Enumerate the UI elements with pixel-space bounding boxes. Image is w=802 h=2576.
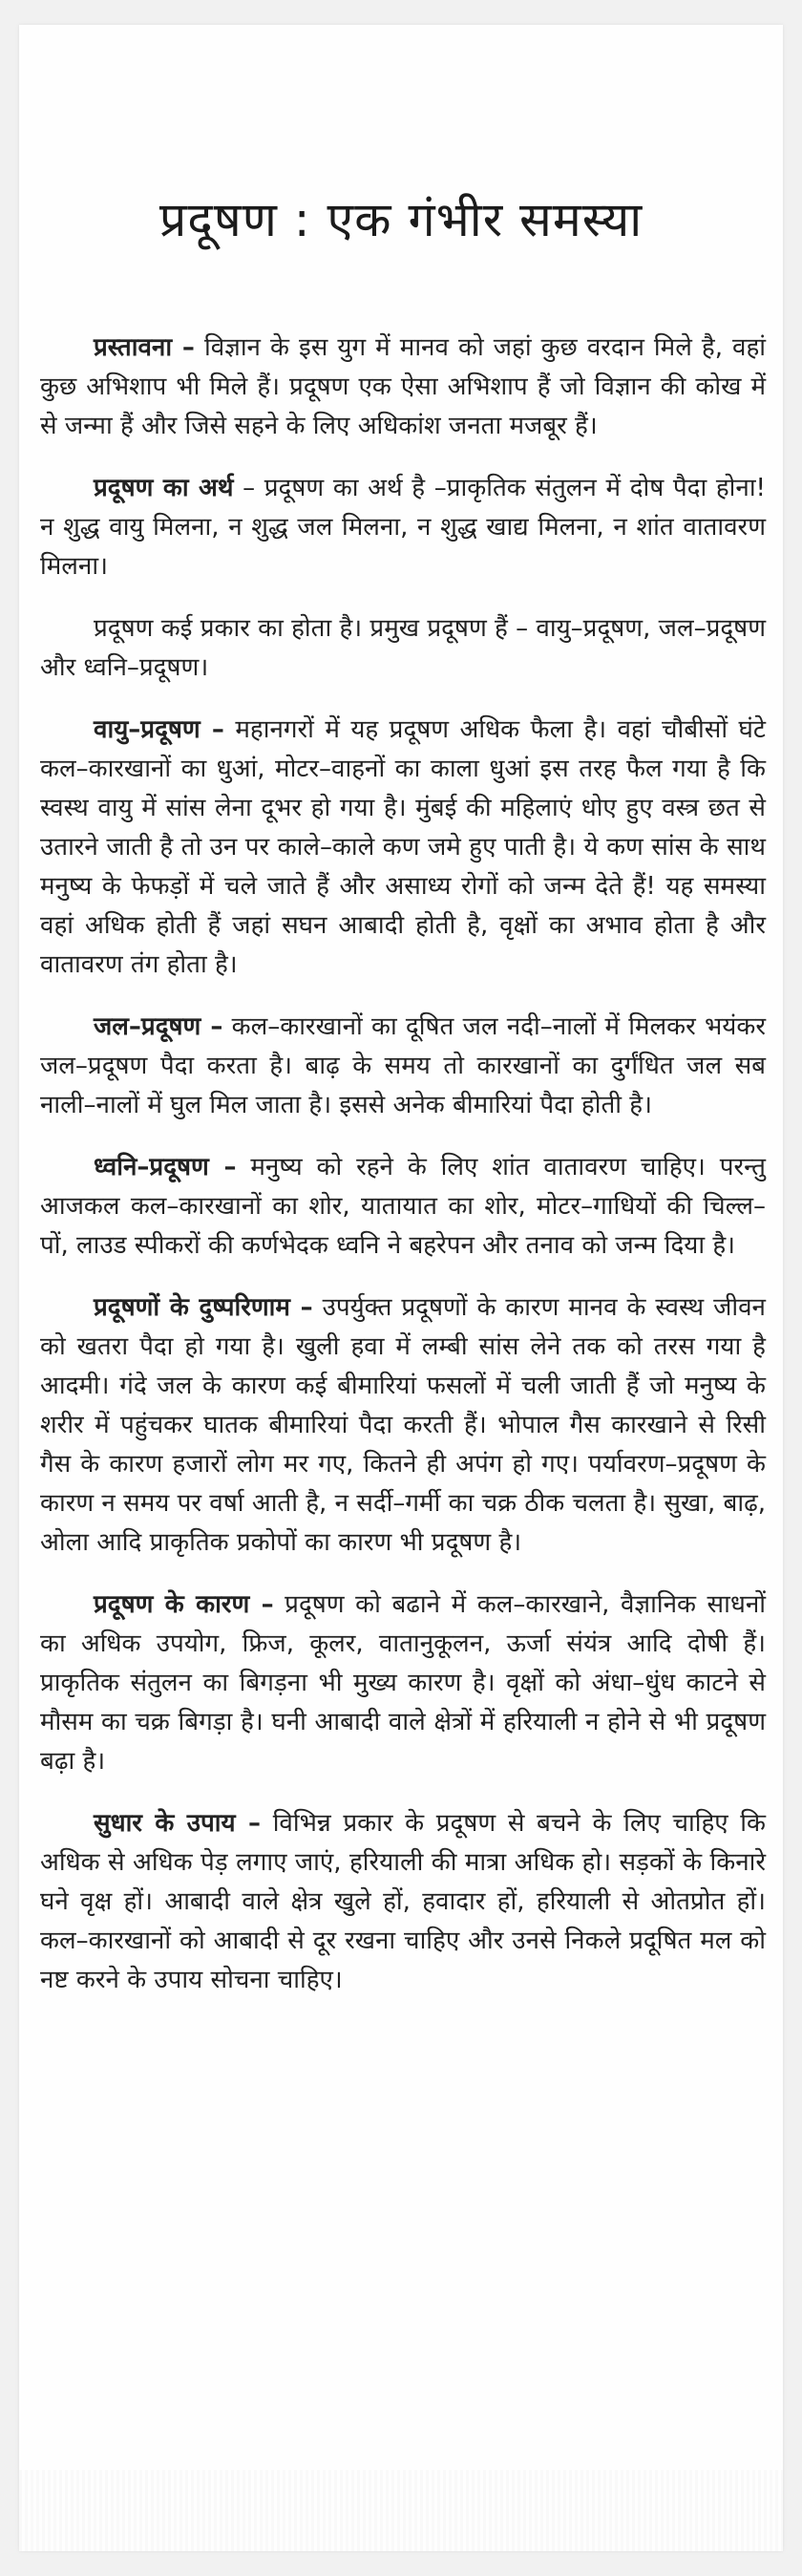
paragraph-air-pollution [40,711,766,985]
paragraph-causes [40,1586,766,1781]
paragraph-noise-pollution [40,1148,766,1266]
paragraph-ill-effects [40,1288,766,1563]
paragraph-heading: ध्वनि–प्रदूषण – [94,1153,237,1182]
paragraph-heading: प्रस्तावना – [94,333,195,362]
paragraph-meaning [40,469,766,586]
paragraph-text: विभिन्न प्रकार के प्रदूषण से बचने के लिए चाहिए कि अधिक से अधिक पेड़ लगाए जाएं, हरियाली की मात्रा अधिक हो। सड़कों के किनारे घने वृक्ष हों। आबादी वाले क्षेत्र खुले हों, हवादार हों, हरियाली से ओतप्रोत हों। कल–कारखानों को आबादी से दूर रखना चाहिए और उनसे निकले प्रदूषित मल को नष्ट करने के उपाय सोचना चाहिए। [40,1809,766,1994]
essay-body [40,329,766,2023]
paragraph-text: उपर्युक्त प्रदूषणों के कारण मानव के स्वस्थ जीवन को खतरा पैदा हो गया है। खुली हवा में लम्बी सांस लेने तक को तरस गया है आदमी। गंदे जल के कारण कई बीमारियां फसलों में चली जाती हैं जो मनुष्य के शरीर में पहुंचकर घातक बीमारियां पैदा करती हैं। भोपाल गैस कारखाने से रिसी गैस के कारण हजारों लोग मर गए, कितने ही अपंग हो गए। पर्यावरण–प्रदूषण के कारण न समय पर वर्षा आती है, न सर्दी–गर्मी का चक्र ठीक चलता है। सुखा, बाढ़, ओला आदि प्राकृतिक प्रकोपों का कारण भी प्रदूषण है। [40,1293,766,1557]
paragraph-remedies [40,1804,766,2000]
page-bottom-texture [19,2470,783,2551]
paragraph-types [40,609,766,688]
page-title: प्रदूषण : एक गंभीर समस्या [158,192,644,247]
document-page [19,25,783,2551]
paragraph-text: महानगरों में यह प्रदूषण अधिक फैला है। वहां चौबीसों घंटे कल–कारखानों का धुआं, मोटर–वाहनों का काला धुआं इस तरह फैल गया है कि स्वस्थ वायु में सांस लेना दूभर हो गया है। मुंबई की महिलाएं धोए हुए वस्त्र छत से उतारने जाती है तो उन पर काले–काले कण जमे हुए पाती है। ये कण सांस के साथ मनुष्य के फेफड़ों में चले जाते हैं और असाध्य रोगों को जन्म देते हैं! यह समस्या वहां अधिक होती हैं जहां सघन आबादी होती है, वृक्षों का अभाव होता है और वातावरण तंग होता है। [40,715,766,979]
paragraph-text: प्रदूषण को बढाने में कल–कारखाने, वैज्ञानिक साधनों का अधिक उपयोग, फ्रिज, कूलर, वातानुकूलन, ऊर्जा संयंत्र आदि दोषी हैं। प्राकृतिक संतुलन का बिगड़ना भी मुख्य कारण है। वृक्षों को अंधा–धुंध काटने से मौसम का चक्र बिगड़ा है। घनी आबादी वाले क्षेत्रों में हरियाली न होने से भी प्रदूषण बढ़ा है। [40,1590,766,1776]
paragraph-heading: वायु–प्रदूषण – [94,715,224,744]
paragraph-text: कल–कारखानों का दूषित जल नदी–नालों में मिलकर भयंकर जल–प्रदूषण पैदा करता है। बाढ़ के समय तो कारखानों का दुर्गंधित जल सब नाली–नालों में घुल मिल जाता है। इससे अनेक बीमारियां पैदा होती है। [40,1012,766,1119]
paragraph-heading: प्रदूषण का अर्थ [94,474,234,502]
paragraph-water-pollution [40,1008,766,1125]
paragraph-introduction [40,329,766,446]
paragraph-heading: प्रदूषणों के दुष्परिणाम – [94,1293,313,1322]
paragraph-heading: जल–प्रदूषण – [94,1012,223,1041]
paragraph-heading: सुधार के उपाय – [94,1809,262,1838]
paragraph-text: मनुष्य को रहने के लिए शांत वातावरण चाहिए। परन्तु आजकल कल–कारखानों का शोर, यातायात का शोर, मोटर–गाधियों की चिल्ल–पों, लाउड स्पीकरों की कर्णभेदक ध्वनि ने बहरेपन और तनाव को जन्म दिया है। [40,1153,767,1260]
paragraph-heading: प्रदूषण के कारण – [94,1590,274,1619]
paragraph-text: – प्रदूषण का अर्थ है –प्राकृतिक संतुलन में दोष पैदा होना! न शुद्ध वायु मिलना, न शुद्ध जल मिलना, न शुद्ध खाद्य मिलना, न शांत वातावरण मिलना। [40,474,766,581]
paragraph-text: विज्ञान के इस युग में मानव को जहां कुछ वरदान मिले है, वहां कुछ अभिशाप भी मिले हैं। प्रदूषण एक ऐसा अभिशाप हैं जो विज्ञान की कोख में से जन्मा हैं और जिसे सहने के लिए अधिकांश जनता मजबूर हैं। [40,333,766,440]
paragraph-text: प्रदूषण कई प्रकार का होता है। प्रमुख प्रदूषण हैं – वायु–प्रदूषण, जल–प्रदूषण और ध्वनि–प्रदूषण। [40,614,766,682]
